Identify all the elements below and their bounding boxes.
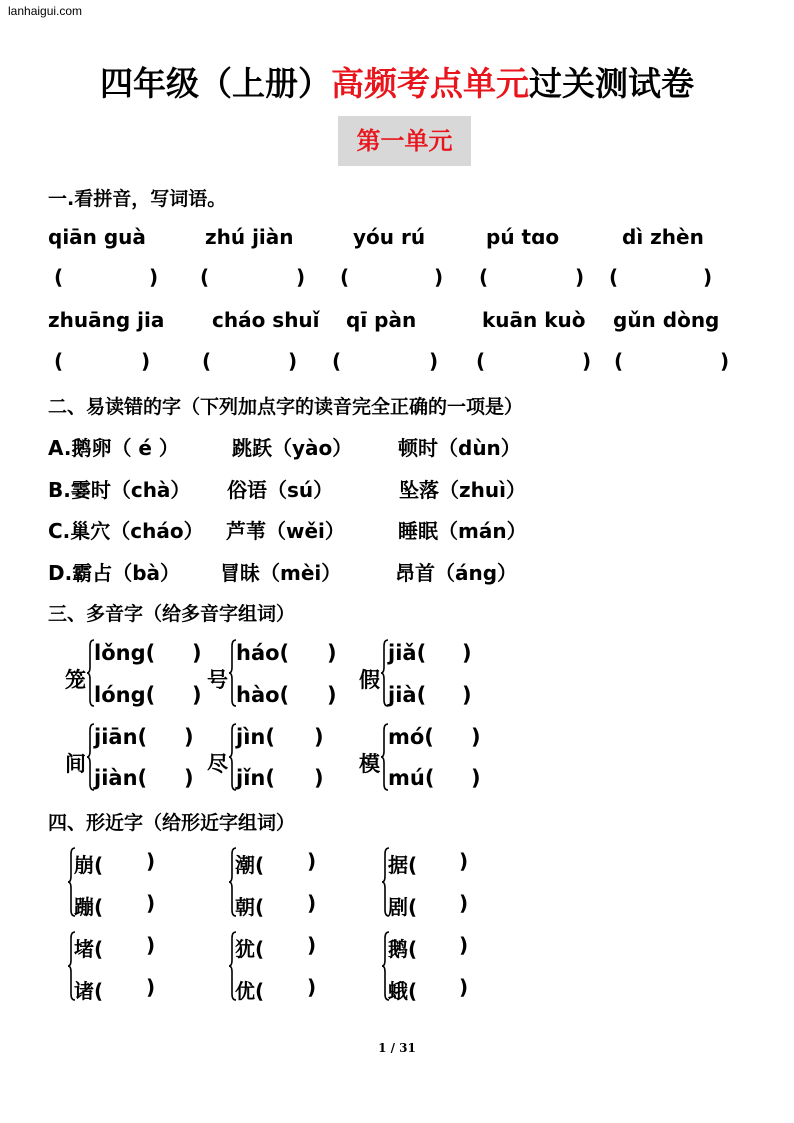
pinyin-8: qī pàn [346, 308, 417, 332]
option-c-2: 芦苇（wěi） [226, 519, 345, 543]
page-number: 1 / 31 [378, 1041, 416, 1055]
similar-char: 蛾( [388, 979, 418, 1003]
paren-open: ( [54, 349, 64, 373]
paren-close: ) [146, 891, 156, 915]
option-d-3: 昂首（áng） [395, 561, 518, 585]
pinyin-1: qiān guà [48, 225, 146, 249]
paren-close: ) [471, 766, 481, 790]
paren-close: ) [314, 725, 324, 749]
paren-close: ) [429, 349, 439, 373]
paren-close: ) [462, 683, 472, 707]
similar-char: 堵( [74, 937, 104, 961]
paren-close: ) [307, 975, 317, 999]
paren-close: ) [434, 265, 444, 289]
similar-char: 潮( [235, 853, 265, 877]
paren-open: ( [200, 265, 210, 289]
pinyin-7: cháo shuǐ [212, 308, 320, 332]
similar-char: 蹦( [74, 895, 104, 919]
polyphone-char: 尽 [207, 752, 228, 776]
paren-open: ( [332, 349, 342, 373]
polyphone-reading: hào( [236, 683, 290, 707]
paren-close: ) [146, 933, 156, 957]
polyphone-reading: jiàn( [94, 766, 148, 790]
option-b-3: 坠落（zhuì） [399, 478, 526, 502]
pinyin-2: zhú jiàn [205, 225, 294, 249]
similar-char: 朝( [235, 895, 265, 919]
section-3-heading: 三、多音字（给多音字组词） [48, 603, 296, 625]
paren-close: ) [307, 849, 317, 873]
paren-close: ) [462, 641, 472, 665]
polyphone-char: 假 [359, 668, 380, 692]
polyphone-reading: mú( [388, 766, 435, 790]
paren-close: ) [184, 725, 194, 749]
pinyin-10: gǔn dòng [613, 308, 720, 332]
polyphone-reading: jǐn( [236, 766, 275, 790]
paren-close: ) [149, 265, 159, 289]
polyphone-char: 号 [207, 668, 228, 692]
unit-label: 第一单元 [338, 116, 471, 166]
paren-open: ( [340, 265, 350, 289]
paren-close: ) [459, 933, 469, 957]
paren-close: ) [575, 265, 585, 289]
polyphone-char: 笼 [65, 668, 86, 692]
paren-open: ( [614, 349, 624, 373]
paren-close: ) [296, 265, 306, 289]
paren-close: ) [459, 975, 469, 999]
paren-close: ) [459, 891, 469, 915]
section-1-heading: 一.看拼音，写词语。 [48, 188, 227, 210]
similar-char: 剧( [388, 895, 418, 919]
polyphone-char: 间 [65, 752, 86, 776]
option-b-1: B.霎时（chà） [48, 478, 191, 502]
paren-close: ) [192, 641, 202, 665]
paren-close: ) [146, 849, 156, 873]
similar-char: 犹( [235, 937, 265, 961]
option-b-2: 俗语（sú） [227, 478, 334, 502]
pinyin-6: zhuāng jia [48, 308, 165, 332]
paren-close: ) [141, 349, 151, 373]
paren-close: ) [327, 683, 337, 707]
paren-close: ) [703, 265, 713, 289]
pinyin-5: dì zhèn [622, 225, 704, 249]
polyphone-char: 模 [359, 752, 380, 776]
page-title [0, 58, 794, 105]
option-a-3: 顿时（dùn） [398, 436, 521, 460]
polyphone-reading: lóng( [94, 683, 156, 707]
title-part-2: 过关测试卷 [529, 64, 694, 103]
title-part-red: 高频考点单元 [331, 64, 529, 103]
polyphone-reading: mó( [388, 725, 434, 749]
paren-open: ( [476, 349, 486, 373]
polyphone-reading: jiǎ( [388, 641, 427, 665]
paren-open: ( [54, 265, 64, 289]
site-url: lanhaigui.com [8, 4, 83, 18]
polyphone-reading: háo( [236, 641, 290, 665]
paren-close: ) [184, 766, 194, 790]
paren-open: ( [202, 349, 212, 373]
title-part-1: 四年级（上册） [100, 64, 331, 103]
similar-char: 据( [388, 853, 418, 877]
option-d-2: 冒昧（mèi） [220, 561, 342, 585]
polyphone-reading: lǒng( [94, 641, 156, 665]
paren-close: ) [327, 641, 337, 665]
option-c-3: 睡眠（mán） [398, 519, 527, 543]
paren-close: ) [307, 891, 317, 915]
similar-char: 崩( [74, 853, 104, 877]
paren-close: ) [146, 975, 156, 999]
option-a-1: A.鹅卵（ é ） [48, 436, 179, 460]
similar-char: 诸( [74, 979, 104, 1003]
section-4-heading: 四、形近字（给形近字组词） [48, 812, 296, 834]
paren-open: ( [479, 265, 489, 289]
similar-char: 优( [235, 979, 265, 1003]
polyphone-reading: jià( [388, 683, 427, 707]
paren-close: ) [314, 766, 324, 790]
option-c-1: C.巢穴（cháo） [48, 519, 204, 543]
option-a-2: 跳跃（yào） [232, 436, 353, 460]
paren-close: ) [720, 349, 730, 373]
polyphone-reading: jiān( [94, 725, 148, 749]
pinyin-4: pú tɑo [486, 225, 560, 249]
similar-char: 鹅( [388, 937, 418, 961]
pinyin-3: yóu rú [353, 225, 426, 249]
paren-close: ) [471, 725, 481, 749]
paren-close: ) [459, 849, 469, 873]
paren-close: ) [192, 683, 202, 707]
paren-open: ( [609, 265, 619, 289]
option-d-1: D.霸占（bà） [48, 561, 181, 585]
pinyin-9: kuān kuò [482, 308, 586, 332]
paren-close: ) [307, 933, 317, 957]
paren-close: ) [288, 349, 298, 373]
polyphone-reading: jìn( [236, 725, 275, 749]
paren-close: ) [582, 349, 592, 373]
section-2-heading: 二、易读错的字（下列加点字的读音完全正确的一项是） [48, 396, 524, 418]
